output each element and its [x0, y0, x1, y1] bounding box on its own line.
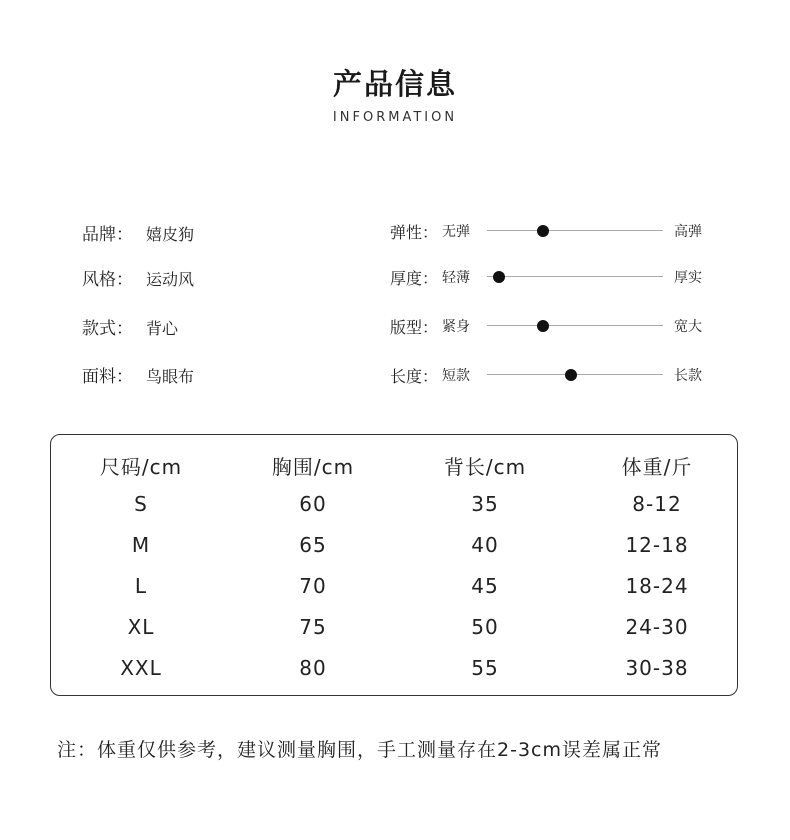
- scale-low-label: 轻薄: [442, 270, 470, 286]
- attr-label: 品牌：: [82, 225, 133, 245]
- table-cell: 75: [299, 615, 327, 639]
- table-header: 体重/斤: [621, 455, 693, 479]
- attr-value: 嬉皮狗: [146, 225, 195, 244]
- table-cell: 80: [299, 656, 327, 680]
- scale-low-label: 无弹: [442, 224, 470, 240]
- table-cell: 8-12: [632, 492, 682, 516]
- attr-label: 面料：: [82, 367, 133, 387]
- table-cell: 18-24: [625, 574, 689, 598]
- table-cell: 65: [299, 533, 327, 557]
- table-cell: 55: [471, 656, 499, 680]
- attr-value: 运动风: [146, 270, 195, 289]
- table-row: [51, 492, 739, 522]
- scale-thickness: [390, 266, 710, 290]
- table-cell: 70: [299, 574, 327, 598]
- scale-knob: [493, 271, 505, 283]
- scale-high-label: 厚实: [674, 270, 702, 286]
- attr-type: [82, 314, 178, 339]
- scale-track: [487, 325, 663, 326]
- table-cell: XXL: [120, 656, 162, 680]
- attr-style: [82, 265, 194, 290]
- page-subtitle: INFORMATION: [332, 110, 458, 125]
- attr-value: 背心: [146, 319, 179, 338]
- scale-label: 长度：: [390, 367, 439, 386]
- table-header: 尺码/cm: [99, 455, 183, 479]
- table-cell: 50: [471, 615, 499, 639]
- table-row: [51, 656, 739, 686]
- table-header: 背长/cm: [443, 455, 527, 479]
- scale-knob: [565, 369, 577, 381]
- attr-label: 款式：: [82, 319, 133, 339]
- attr-label: 风格：: [82, 270, 133, 290]
- scale-track: [487, 230, 663, 231]
- table-cell: L: [134, 574, 148, 598]
- scale-label: 弹性：: [390, 223, 439, 242]
- attr-fabric: [82, 362, 194, 387]
- scale-track: [487, 276, 663, 277]
- scale-elasticity: [390, 220, 710, 244]
- size-table: [50, 434, 738, 696]
- scale-high-label: 宽大: [674, 319, 702, 335]
- table-cell: 24-30: [625, 615, 689, 639]
- table-cell: 40: [471, 533, 499, 557]
- table-header-row: [51, 451, 739, 481]
- table-row: [51, 615, 739, 645]
- scale-low-label: 紧身: [442, 319, 470, 335]
- table-cell: 35: [471, 492, 499, 516]
- table-cell: M: [131, 533, 151, 557]
- table-row: [51, 574, 739, 604]
- scale-knob: [537, 225, 549, 237]
- table-cell: 60: [299, 492, 327, 516]
- scale-length: [390, 364, 710, 388]
- scale-knob: [537, 320, 549, 332]
- attr-brand: [82, 220, 194, 245]
- scale-high-label: 高弹: [674, 224, 702, 240]
- scale-label: 版型：: [390, 318, 439, 337]
- table-cell: 12-18: [625, 533, 689, 557]
- page-title: 产品信息: [332, 67, 457, 101]
- table-cell: 30-38: [625, 656, 689, 680]
- size-note: 注：体重仅供参考，建议测量胸围，手工测量存在2-3cm误差属正常: [57, 739, 662, 761]
- table-cell: S: [134, 492, 148, 516]
- table-cell: 45: [471, 574, 499, 598]
- table-header: 胸围/cm: [271, 455, 355, 479]
- scale-high-label: 长款: [674, 368, 702, 384]
- attr-value: 鸟眼布: [146, 367, 195, 386]
- table-cell: XL: [127, 615, 155, 639]
- scale-label: 厚度：: [390, 269, 439, 288]
- scale-low-label: 短款: [442, 368, 470, 384]
- scale-fit: [390, 315, 710, 339]
- table-row: [51, 533, 739, 563]
